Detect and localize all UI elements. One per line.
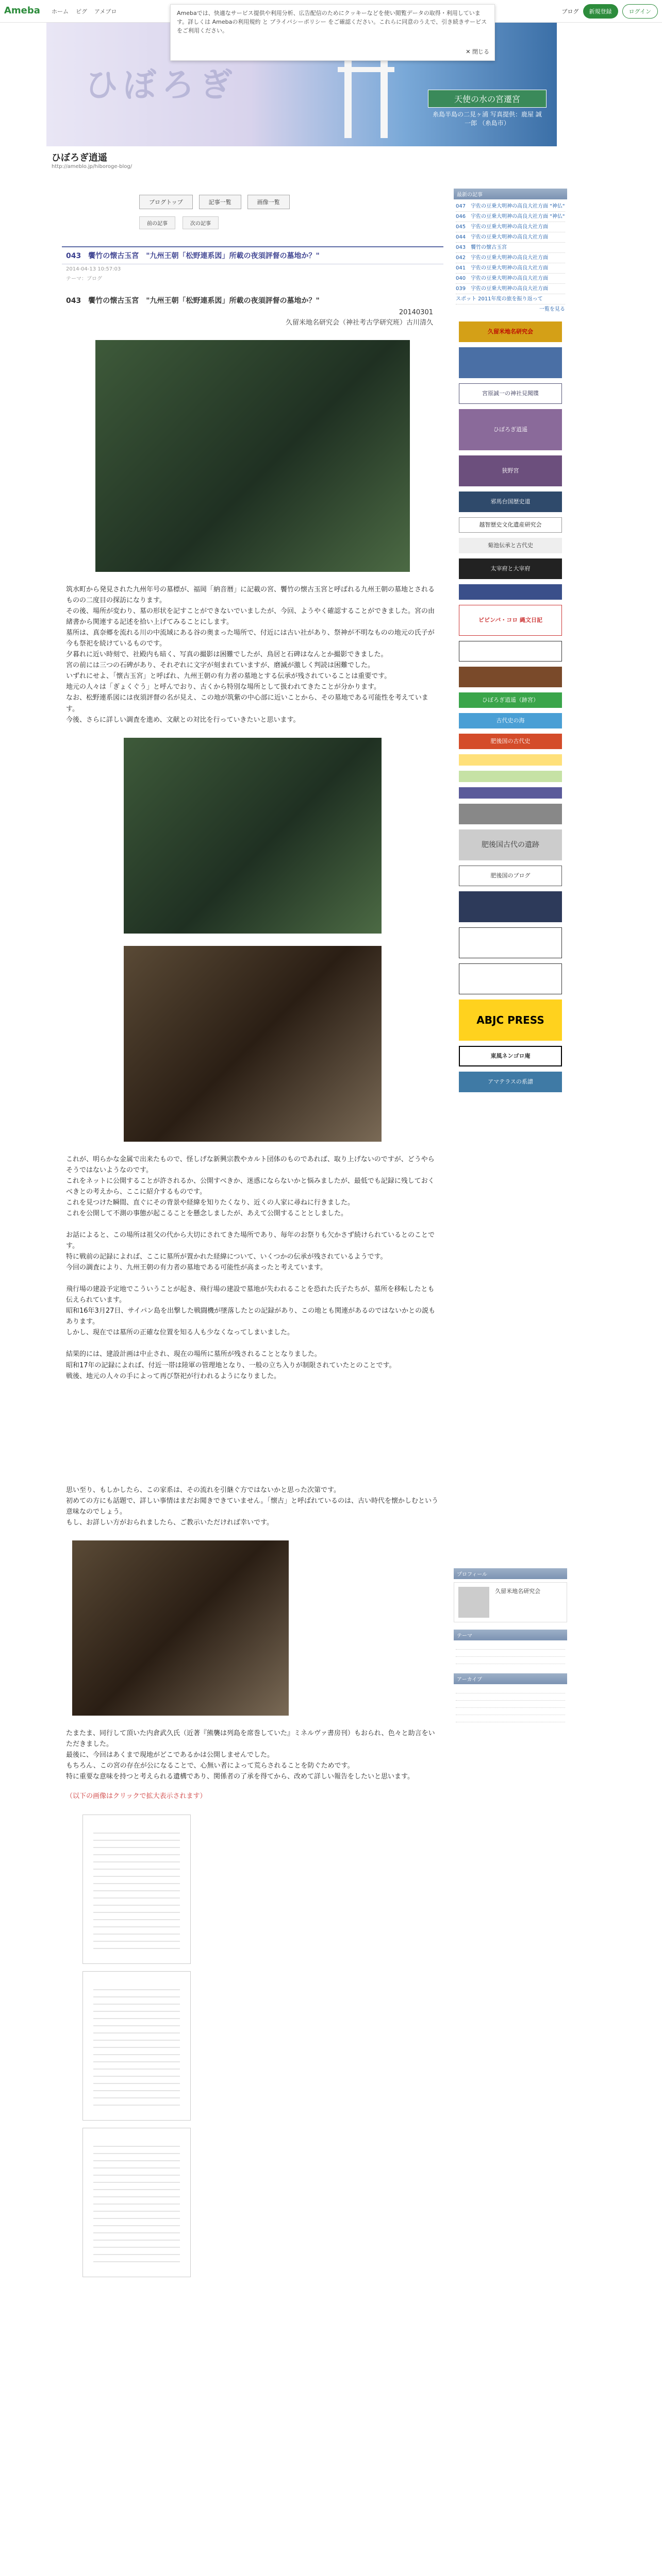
nav-home[interactable]: ホーム [52,8,69,15]
recent-article-link[interactable]: スポット 2011年度の旅を振り返って [456,294,565,304]
paragraph: いずれにせよ、「懐古玉宮」と呼ばれ、九州王朝の有力者の墓地とする伝承が残されていることは重要です。 [66,672,391,681]
recent-articles-list [454,199,567,316]
paragraph: 昭和17年の記録によれば、付近一帯は陸軍の管理地となり、一般の立ち入りが制限されていたとのことです。 [66,1361,396,1369]
paragraph: 地元の人々は「ぎょくぐう」と呼んでおり、古くから特別な場所として扱われてきたことが分かります。 [66,683,380,691]
shrine-interior-photo[interactable] [72,1540,289,1716]
paragraph: もちろん、この宮の存在が公になることで、心無い者によって荒らされることを防ぐためです。 [66,1761,354,1770]
archive-list [454,1684,567,1724]
recent-article-link[interactable]: 043 饗竹の懐古玉宮 [456,243,565,253]
paragraph: 今後、さらに詳しい調査を進め、文献との対比を行っていきたいと思います。 [66,716,300,724]
banner-caption-sub: 糸島半島の二見ヶ浦 写真提供：鹿屋 誠一郎 （糸島市） [433,111,542,127]
banner-caption [428,90,547,129]
article-body-2 [62,1154,443,1382]
ameba-right-nav [562,4,658,19]
blog-name[interactable]: ひぼろぎ逍遥 [52,152,107,163]
avatar[interactable] [458,1587,489,1618]
article-body-3 [62,1485,443,1528]
paragraph: 飛行場の建設予定地でこういうことが起き、飛行場の建設で墓地が失われることを恐れた氏子たちが、墓所を移転したとも伝えられています。 [66,1285,435,1304]
paragraph: お話によると、この場所は祖父の代から大切にされてきた場所であり、毎年のお祭りも欠かさず続けられているとのことです。 [66,1231,435,1250]
document-scan-image[interactable] [82,1971,191,2121]
sidebar [454,181,567,2576]
paragraph: もし、お詳しい方がおられましたら、ご教示いただければ幸いです。 [66,1518,273,1527]
spacer [62,1382,443,1485]
blog-top-button[interactable]: ブログトップ [139,195,193,209]
article-pager [139,216,219,229]
archive-link[interactable] [456,1686,565,1693]
cookie-notice-text: Amebaでは、快適なサービス提供や利用分析、広告配信のためにクッキーなどを使い閲覧データの取得・利用しています。詳しくは Amebaの利用規約 と プライバシーポリシー をご確認ください。これらに同意のうえで、引き続きサービスをご利用ください。 [177,10,487,35]
sidebar-banner[interactable] [459,804,562,824]
recent-article-link[interactable]: 042 宇佐の豆乗大明神の高良大社方面 [456,253,565,263]
recent-article-link[interactable]: 044 宇佐の豆乗大明神の高良大社方面 [456,232,565,243]
theme-link[interactable] [456,1650,565,1657]
article-sig-date: 20140301 [399,309,433,316]
paragraph: 墓所は、真奈郷を流れる川の中流域にある谷の奥まった場所で、付近には古い社があり、祭神が不明なものの地元の氏子が今も祭祀を続けているものです。 [66,629,435,648]
article-sig-author: 久留米地名研究会（神社考古学研究班）古川清久 [285,318,433,327]
blog-url[interactable]: http://ameblo.jp/hiboroge-blog/ [52,164,133,170]
paragraph: 宮の前には三つの石碑があり、それぞれに文字が刻まれていますが、磨滅が激しく判読は困難でした。 [66,662,375,670]
sidebar-banner[interactable] [459,641,562,662]
torii-photo[interactable] [95,340,410,572]
recent-article-link[interactable]: 046 宇佐の豆乗大明神の高良大社方面 "神仏" [456,212,565,222]
sidebar-banner[interactable]: ビビンバ・コロ 縄文日記 [459,605,562,636]
paragraph: 最後に、今回はあくまで現地がどこであるかは公開しませんでした。 [66,1751,274,1759]
sidebar-banner[interactable]: 太宰府と大宰府 [459,558,562,579]
sidebar-banner[interactable]: ひぼろぎ逍遥 [459,409,562,450]
theme-link[interactable] [456,1657,565,1664]
recent-article-link[interactable]: 041 宇佐の豆乗大明神の高良大社方面 [456,263,565,274]
article-theme[interactable]: テーマ：ブログ [66,276,102,282]
paragraph: 特に重要な意味を持つと考えられる遺構であり、関係者の了承を得てから、改めて詳しい報告をしたいと思います。 [66,1772,414,1781]
paragraph: これをネットに公開することが許されるか、公開すべきか、迷惑にならないかと悩みましたが、最低でも記録に残しておくべきとの考えから、ここに紹介するものです。 [66,1177,435,1196]
cookie-notice [170,4,495,61]
sidebar-banner[interactable] [459,787,562,799]
ameba-top-nav [52,7,117,15]
recent-article-link[interactable]: 047 宇佐の豆乗大明神の高良大社方面 "神仏" [456,201,565,212]
archive-link[interactable] [456,1701,565,1708]
sidebar-banner[interactable] [459,584,562,600]
sidebar-banner[interactable]: 東風ネンゴロ庵 [459,1046,562,1066]
archive-link[interactable] [456,1708,565,1715]
paragraph: その後、場所が変わり、墓の形状を記すことができないでいましたが、今回、ようやく確認することができました。宮の由緒書から関連する記述を拾い上げてみることにします。 [66,607,435,626]
paragraph: これを見つけた瞬間、直ぐにその背景や経緯を知りたくなり、近くの人家に尋ねに行きました。 [66,1198,355,1207]
article-lead-title: 043 饗竹の懐古玉宮 "九州王朝「松野連系図」所載の夜須評督の墓地か？" [66,297,320,305]
sidebar-banner[interactable] [459,754,562,766]
sidebar-banner[interactable]: 肥後国の古代史 [459,734,562,749]
article-date: 2014-04-13 10:57:03 [66,266,121,272]
sidebar-head-recent: 最新の記事 [454,189,567,199]
sidebar-banner[interactable] [459,667,562,687]
nav-ameblo[interactable]: アメブロ [94,8,117,15]
sidebar-banner[interactable]: 越智歴史文化遺産研究会 [459,517,562,533]
paragraph: なお、松野連系図には夜須評督の名が見え、この地が筑紫の中心部に近いことから、その墓地である可能性を考えています。 [66,694,428,713]
spacer [454,1097,567,1561]
profile-name[interactable]: 久留米地名研究会 [495,1588,541,1595]
ameba-logo[interactable]: Ameba [4,5,40,16]
paragraph: 昭和16年3月27日、サイパン島を出撃した戦闘機が墜落したとの記録があり、この地とも関連があるのではないかとの説もあります。 [66,1307,436,1326]
theme-link[interactable] [456,1642,565,1650]
blog-nav-buttons [139,195,290,209]
paragraph: しかし、現在では墓所の正確な位置を知る人も少なくなってしまいました。 [66,1329,294,1337]
sidebar-head-profile: プロフィール [454,1568,567,1579]
sidebar-banner[interactable] [459,963,562,994]
recent-article-link[interactable]: 039 宇佐の豆乗大明神の高良大社方面 [456,284,565,294]
paragraph: 特に戦前の記録によれば、ここに墓所が置かれた経緯について、いくつかの伝承が残されているようです。 [66,1253,387,1261]
paragraph: たまたま、同行して頂いた内倉武久氏（近著『熊襲は列島を席巻していた』ミネルヴァ書房刊）もおられ、色々と助言をいただきました。 [66,1729,435,1748]
sidebar-head-archive: アーカイブ [454,1673,567,1684]
sidebar-banner[interactable]: ひぼろぎ逍遥（跡宮） [459,692,562,708]
sidebar-banner[interactable] [459,927,562,958]
nav-pigg[interactable]: ピグ [76,8,87,15]
login-button[interactable]: ログイン [622,4,658,19]
article-body-4 [62,1728,443,1782]
sidebar-banner[interactable]: 宮原誠一の神社見聞牒 [459,383,562,404]
paragraph: これを公開して不測の事態が起こることを懸念しましたが、あえて公開することとしました。 [66,1209,348,1217]
prev-article-link[interactable]: 前の記事 [139,216,175,229]
paragraph: 戦後、地元の人々の手によって再び祭祀が行われるようになりました。 [66,1372,281,1380]
sidebar-banner[interactable] [459,891,562,922]
sidebar-banner[interactable]: アマテラスの系譜 [459,1072,562,1092]
document-scan-image[interactable] [82,1815,191,1964]
sidebar-banner[interactable] [459,771,562,782]
theme-list [454,1640,567,1666]
article-body-1 [62,584,443,725]
forest-path-photo[interactable] [124,738,382,934]
sidebar-banner[interactable]: ABJC PRESS [459,999,562,1041]
stone-monument-photo[interactable] [124,946,382,1142]
article-list-button[interactable]: 記事一覧 [199,195,241,209]
recent-article-link[interactable]: 040 宇佐の豆乗大明神の高良大社方面 [456,274,565,284]
paragraph: 初めての方にも話題で、詳しい事情はまだお聞きできていません。「懐古」と呼ばれているのは、古い時代を懐かしむという意味なのでしょう。 [66,1497,439,1516]
paragraph: 思い至り、もしかしたら、この家系は、その流れを引継ぐ方ではないかと思った次第です。 [66,1486,340,1494]
banner-title: ひぼろぎ [85,66,238,105]
paragraph: 今回の調査により、九州王朝の有力者の墓地である可能性が高まったと考えています。 [66,1264,327,1272]
paragraph: 筑水町から発見された九州年号の墓標が、福岡「納音暦」に記載の宮、饗竹の懐古玉宮と呼ばれる九州王朝の墓地とされるものの二度目の探訪になります。 [66,586,435,605]
sidebar-banner[interactable]: 久留米地名研究会 [459,321,562,342]
see-all-link[interactable]: 一覧を見る [539,307,565,312]
sidebar-banner[interactable]: 菊池伝承と古代史 [459,538,562,553]
sidebar-banner[interactable]: 邪馬台国歴史道 [459,492,562,512]
archive-link[interactable] [456,1715,565,1722]
sidebar-banner[interactable]: 肥後国古代の遺跡 [459,829,562,860]
article-title[interactable]: 043 饗竹の懐古玉宮 "九州王朝「松野連系図」所載の夜須評督の墓地か？" [62,246,443,264]
cookie-notice-close-button[interactable]: ✕ 閉じる [466,48,489,55]
document-scan-image[interactable] [82,2128,191,2277]
sidebar-head-theme: テーマ [454,1630,567,1640]
signup-button[interactable]: 新規登録 [583,4,618,19]
paragraph: 夕暮れに近い時刻で、社殿内も暗く、写真の撮影は困難でしたが、鳥居と石碑はなんとか撮影できました。 [66,651,388,659]
archive-link[interactable] [456,1693,565,1701]
article [62,246,443,2576]
sidebar-banner[interactable] [459,347,562,378]
sidebar-banner[interactable]: 狭野宮 [459,455,562,486]
sidebar-banner[interactable]: 古代史の海 [459,713,562,728]
recent-article-link[interactable]: 045 宇佐の豆乗大明神の高良大社方面 [456,222,565,232]
sidebar-banner[interactable]: 肥後国のブログ [459,866,562,886]
paragraph: 結果的には、建設計画は中止され、現在の場所に墓所が残されることとなりました。 [66,1350,321,1359]
banner-caption-main: 天使の水の宮遷宮 [428,90,547,108]
document-image-list [62,1803,443,2289]
right-menu-blog[interactable]: ブログ [561,8,579,15]
next-article-link[interactable]: 次の記事 [183,216,219,229]
image-enlarge-caption: （以下の画像はクリックで拡大表示されます） [66,1792,207,1801]
profile-box [454,1582,567,1622]
image-list-button[interactable]: 画像一覧 [247,195,290,209]
paragraph: これが、明らかな金属で出来たもので、怪しげな新興宗教やカルト団体のものであれば、取り上げないのですが、どうやらそうではないようなのです。 [66,1155,435,1174]
